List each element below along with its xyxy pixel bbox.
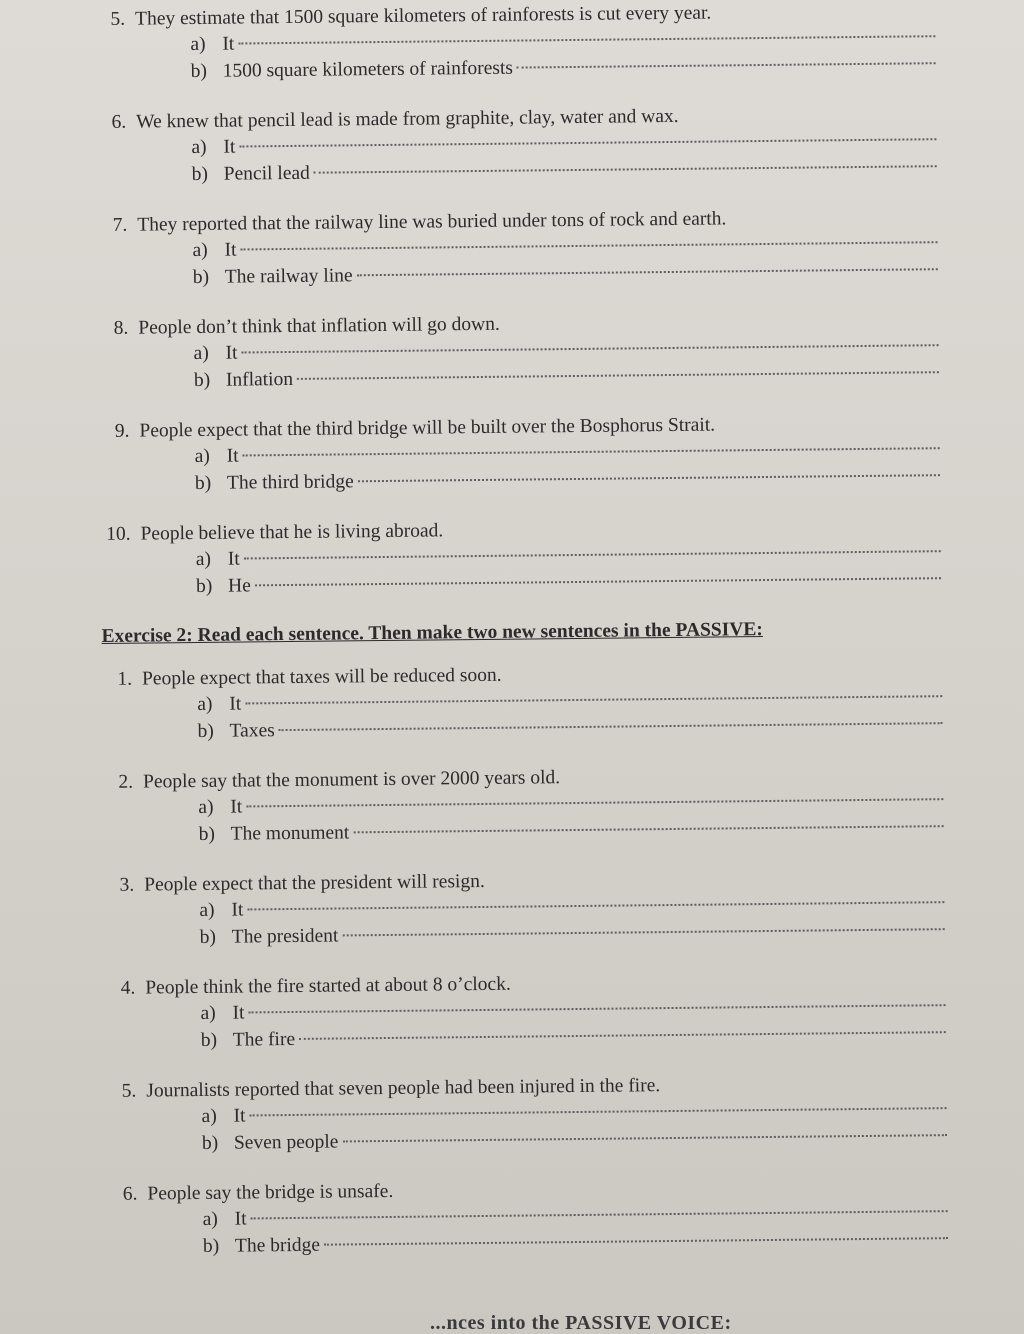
answer-prefix: It — [230, 796, 243, 818]
answer-blank[interactable] — [324, 1237, 948, 1246]
answer-prefix: Pencil lead — [223, 162, 310, 185]
answer-blank[interactable] — [279, 722, 943, 731]
answer-prefix: It — [222, 33, 235, 55]
question-sentence: People say the bridge is unsafe. — [147, 1180, 394, 1205]
answer-prefix: It — [226, 445, 239, 467]
answer-letter: b) — [198, 823, 216, 845]
answer-blank[interactable] — [238, 35, 935, 44]
answer-letter: b) — [201, 1132, 219, 1154]
answer-letter: a) — [195, 548, 212, 570]
exercise-2-list — [102, 659, 988, 1261]
question-number: 5. — [110, 8, 126, 30]
exercise-2-title: Exercise 2: Read each sentence. Then make two new sentences in the PASSIVE: — [101, 619, 763, 647]
answer-blank[interactable] — [314, 165, 937, 174]
answer-prefix: Seven people — [233, 1131, 339, 1154]
question-number: 2. — [118, 771, 134, 793]
exercise-item — [104, 865, 985, 952]
question-number: 4. — [120, 977, 136, 999]
exercise-item — [99, 411, 980, 498]
exercise-item — [105, 968, 986, 1055]
question-sentence: People believe that he is living abroad. — [140, 520, 444, 545]
exercise-item — [97, 205, 978, 292]
exercise-item — [100, 514, 981, 601]
answer-blank[interactable] — [299, 1031, 946, 1040]
answer-prefix: It — [234, 1208, 247, 1230]
answer-letter: b) — [190, 60, 208, 83]
exercise-item — [106, 1071, 987, 1158]
next-exercise-title-partial: ...nces into the PASSIVE VOICE: — [430, 1312, 732, 1334]
answer-letter: b) — [197, 720, 214, 742]
question-number: 6. — [111, 111, 127, 133]
answer-blank[interactable] — [244, 550, 941, 559]
answer-blank[interactable] — [251, 1210, 948, 1219]
answer-blank[interactable] — [342, 1134, 946, 1142]
answer-prefix: It — [224, 239, 237, 261]
answer-prefix: The president — [231, 925, 339, 948]
answer-blank[interactable] — [246, 798, 943, 807]
answer-letter: a) — [202, 1208, 218, 1230]
answer-prefix: The third bridge — [226, 471, 354, 494]
answer-prefix: The fire — [232, 1028, 296, 1051]
worksheet-content — [95, 0, 988, 1286]
answer-letter: b) — [199, 926, 217, 948]
question-sentence: Journalists reported that seven people had been injured in the fire. — [146, 1075, 661, 1102]
question-sentence: People don’t think that inflation will go down. — [138, 313, 500, 339]
question-number: 6. — [122, 1183, 138, 1205]
answer-prefix: 1500 square kilometers of rainforests — [222, 57, 514, 82]
answer-letter: a) — [190, 33, 206, 56]
question-sentence: They estimate that 1500 square kilometers of rainforests is cut every year. — [135, 2, 712, 30]
question-number: 9. — [114, 420, 130, 442]
answer-prefix: It — [233, 1105, 246, 1127]
exercise-item — [102, 659, 983, 746]
answer-letter: a) — [199, 899, 215, 921]
answer-prefix: It — [232, 1002, 245, 1024]
answer-prefix: The railway line — [224, 265, 353, 288]
exercise-item — [98, 308, 979, 395]
answer-letter: a) — [197, 693, 213, 715]
answer-blank[interactable] — [245, 695, 942, 704]
answer-blank[interactable] — [250, 1107, 947, 1116]
answer-letter: b) — [200, 1029, 218, 1051]
question-sentence: People expect that the third bridge will be built over the Bosphorus Strait. — [139, 414, 716, 442]
question-number: 10. — [106, 523, 131, 545]
question-number: 1. — [117, 668, 133, 690]
answer-prefix: It — [223, 136, 236, 158]
exercise-item — [96, 102, 977, 189]
exercise-1-list — [95, 0, 981, 601]
answer-blank[interactable] — [342, 928, 944, 936]
answer-letter: a) — [200, 1002, 216, 1024]
answer-prefix: The monument — [230, 822, 350, 845]
answer-blank[interactable] — [357, 268, 938, 276]
answer-blank[interactable] — [248, 1004, 945, 1013]
answer-blank[interactable] — [255, 577, 941, 586]
question-number: 7. — [112, 214, 128, 236]
question-sentence: People think the fire started at about 8 o’clock. — [145, 973, 511, 999]
answer-prefix: He — [227, 575, 251, 597]
answer-letter: a) — [198, 796, 214, 818]
answer-prefix: Inflation — [225, 368, 294, 391]
answer-blank[interactable] — [240, 241, 937, 250]
exercise-item — [107, 1174, 988, 1261]
question-sentence: People expect that taxes will be reduced soon. — [141, 664, 502, 690]
answer-prefix: It — [231, 899, 244, 921]
answer-blank[interactable] — [243, 447, 940, 456]
answer-blank[interactable] — [242, 344, 939, 353]
answer-letter: b) — [192, 266, 210, 288]
answer-blank[interactable] — [247, 901, 944, 910]
answer-letter: b) — [193, 369, 211, 391]
question-number: 8. — [113, 317, 129, 339]
answer-letter: b) — [194, 472, 212, 494]
answer-blank[interactable] — [517, 62, 936, 68]
answer-letter: a) — [194, 445, 210, 467]
question-sentence: People expect that the president will resign. — [144, 870, 485, 896]
question-number: 5. — [121, 1080, 137, 1102]
answer-prefix: It — [227, 548, 240, 570]
answer-blank[interactable] — [239, 138, 936, 147]
answer-letter: a) — [201, 1105, 217, 1127]
answer-prefix: Taxes — [229, 720, 275, 742]
question-sentence: People say that the monument is over 2000 years old. — [142, 767, 561, 793]
answer-prefix: It — [229, 693, 242, 715]
answer-letter: b) — [202, 1235, 220, 1257]
answer-blank[interactable] — [297, 371, 939, 380]
exercise-item — [95, 0, 976, 86]
question-sentence: They reported that the railway line was buried under tons of rock and earth. — [137, 208, 727, 236]
question-sentence: We knew that pencil lead is made from graphite, clay, water and wax. — [136, 105, 679, 133]
answer-letter: b) — [191, 163, 209, 185]
exercise-item — [103, 762, 984, 849]
answer-letter: a) — [192, 239, 208, 261]
answer-prefix: The bridge — [234, 1234, 321, 1257]
answer-prefix: It — [225, 342, 238, 364]
answer-letter: a) — [193, 342, 209, 364]
question-number: 3. — [119, 874, 135, 896]
answer-letter: b) — [195, 575, 213, 597]
answer-letter: a) — [191, 136, 207, 158]
answer-blank[interactable] — [353, 825, 943, 833]
answer-blank[interactable] — [358, 474, 940, 482]
